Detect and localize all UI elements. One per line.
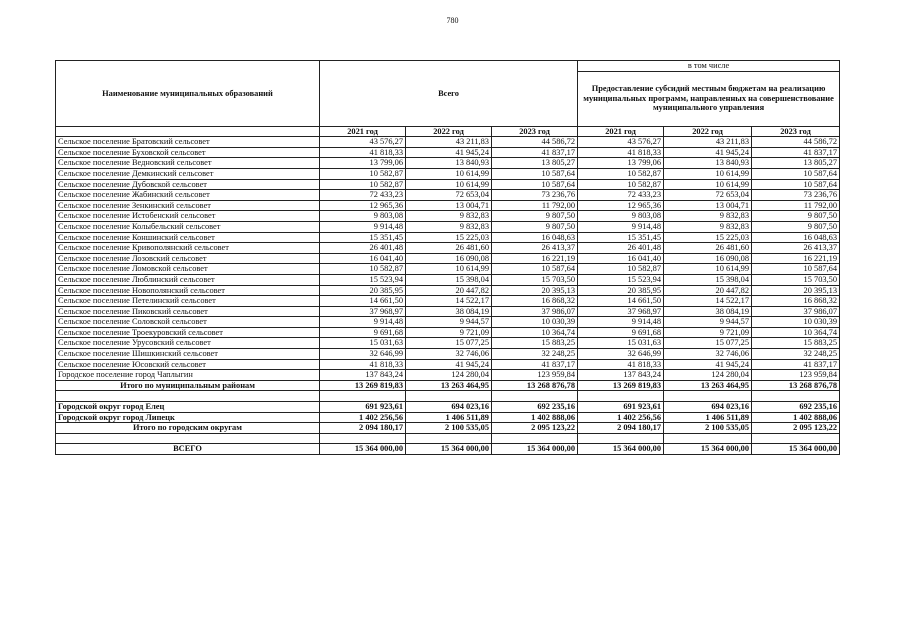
row-value: 16 090,08 [406,253,492,264]
row-value: 26 413,37 [492,243,578,254]
row-value: 13 840,93 [664,158,752,169]
row-value: 10 582,87 [320,179,406,190]
row-name: Итого по муниципальным районам [56,380,320,391]
row-name: Сельское поселение Шишкинский сельсовет [56,349,320,360]
row-value: 10 582,87 [320,264,406,275]
row-value: 20 395,13 [492,285,578,296]
row-value: 10 364,74 [752,327,840,338]
settlement-row [56,243,840,254]
row-value: 137 843,24 [578,370,664,381]
settlement-row [56,296,840,307]
row-value: 10 614,99 [406,264,492,275]
settlement-row [56,147,840,158]
row-value: 72 653,04 [406,190,492,201]
row-name: Сельское поселение Лозовский сельсовет [56,253,320,264]
header-year: 2021 год [578,126,664,137]
row-value: 15 523,94 [578,274,664,285]
row-name: Итого по городским округам [56,423,320,434]
row-value: 15 883,25 [752,338,840,349]
okrug-row [56,402,840,413]
header-subsidy-column: Предоставление субсидий местным бюджетам на реализацию муниципальных программ, направленных на совершенствование муниципального управления [578,71,840,126]
row-value: 13 799,06 [320,158,406,169]
row-value: 72 653,04 [664,190,752,201]
settlement-row [56,327,840,338]
row-name: Городское поселение город Чаплыгин [56,370,320,381]
row-value: 2 100 535,05 [664,423,752,434]
okrug-row [56,412,840,423]
row-value: 41 945,24 [664,359,752,370]
row-value: 13 269 819,83 [320,380,406,391]
row-value: 43 211,83 [664,137,752,148]
row-value: 13 799,06 [578,158,664,169]
row-value: 10 582,87 [578,168,664,179]
settlement-row [56,137,840,148]
row-name: Сельское поселение Пиковский сельсовет [56,306,320,317]
row-name: Сельское поселение Колыбельский сельсовет [56,221,320,232]
row-name: Сельское поселение Дубовской сельсовет [56,179,320,190]
row-value: 1 406 511,89 [406,412,492,423]
settlement-row [56,190,840,201]
settlement-row [56,179,840,190]
row-value: 15 398,04 [664,274,752,285]
row-value: 10 587,64 [492,168,578,179]
row-value: 43 211,83 [406,137,492,148]
row-value: 13 805,27 [492,158,578,169]
row-value: 32 646,99 [320,349,406,360]
row-value: 2 094 180,17 [320,423,406,434]
row-value: 37 968,97 [578,306,664,317]
settlement-row [56,158,840,169]
header-year: 2023 год [492,126,578,137]
row-value: 12 965,36 [320,200,406,211]
row-value: 26 481,60 [664,243,752,254]
row-value: 13 263 464,95 [664,380,752,391]
row-value: 9 832,83 [406,211,492,222]
row-value: 9 914,48 [578,221,664,232]
settlement-row [56,200,840,211]
row-value: 137 843,24 [320,370,406,381]
row-name: Сельское поселение Кривополянский сельсовет [56,243,320,254]
budget-table [55,60,840,455]
row-name: Сельское поселение Зенкинский сельсовет [56,200,320,211]
row-value: 72 433,23 [578,190,664,201]
row-value: 9 944,57 [664,317,752,328]
settlement-row [56,253,840,264]
header-year: 2022 год [664,126,752,137]
row-value: 10 587,64 [492,179,578,190]
row-value: 41 837,17 [492,147,578,158]
row-value: 15 703,50 [492,274,578,285]
row-value: 694 023,16 [664,402,752,413]
row-name: Сельское поселение Буховской сельсовет [56,147,320,158]
row-value: 41 837,17 [752,359,840,370]
row-value: 16 041,40 [578,253,664,264]
row-value: 16 090,08 [664,253,752,264]
row-value: 10 614,99 [406,179,492,190]
settlement-row [56,317,840,328]
row-value: 14 661,50 [578,296,664,307]
row-value: 15 225,03 [406,232,492,243]
row-name: Сельское поселение Урусовский сельсовет [56,338,320,349]
row-value: 10 587,64 [492,264,578,275]
row-value: 9 832,83 [664,221,752,232]
row-value: 13 263 464,95 [406,380,492,391]
row-value: 1 402 888,06 [752,412,840,423]
settlement-row [56,232,840,243]
row-value: 41 818,33 [578,147,664,158]
row-value: 32 248,25 [752,349,840,360]
row-value: 9 914,48 [320,317,406,328]
settlement-row [56,349,840,360]
row-value: 41 945,24 [406,359,492,370]
row-value: 38 084,19 [406,306,492,317]
row-value: 15 031,63 [320,338,406,349]
total-okrugs-row [56,423,840,434]
row-value: 13 268 876,78 [752,380,840,391]
row-name: Сельское поселение Ломовской сельсовет [56,264,320,275]
row-value: 9 807,50 [492,221,578,232]
row-name: ВСЕГО [56,444,320,455]
row-value: 32 646,99 [578,349,664,360]
row-value: 37 986,07 [752,306,840,317]
row-value: 9 691,68 [320,327,406,338]
row-value: 41 818,33 [320,147,406,158]
row-value: 26 401,48 [578,243,664,254]
header-including: в том числе [578,61,840,72]
row-value: 1 402 888,06 [492,412,578,423]
row-value: 15 703,50 [752,274,840,285]
header-total-column: Всего [320,61,578,127]
row-value: 691 923,61 [578,402,664,413]
row-value: 9 832,83 [406,221,492,232]
row-name: Сельское поселение Братовский сельсовет [56,137,320,148]
page-number: 780 [446,16,459,25]
row-value: 38 084,19 [664,306,752,317]
row-name: Городской округ город Елец [56,402,320,413]
row-value: 44 586,72 [752,137,840,148]
row-value: 1 402 256,56 [578,412,664,423]
row-value: 10 587,64 [752,179,840,190]
row-value: 15 351,45 [320,232,406,243]
settlement-row [56,306,840,317]
row-value: 10 030,39 [492,317,578,328]
row-value: 16 868,32 [752,296,840,307]
row-name: Сельское поселение Юсовский сельсовет [56,359,320,370]
row-value: 9 721,09 [664,327,752,338]
row-value: 20 385,95 [320,285,406,296]
row-value: 2 094 180,17 [578,423,664,434]
row-value: 691 923,61 [320,402,406,413]
settlement-row [56,338,840,349]
row-value: 20 447,82 [664,285,752,296]
row-value: 15 077,25 [406,338,492,349]
row-value: 12 965,36 [578,200,664,211]
row-value: 9 691,68 [578,327,664,338]
grand-total-row [56,444,840,455]
row-value: 14 522,17 [664,296,752,307]
row-value: 26 481,60 [406,243,492,254]
row-value: 124 280,04 [664,370,752,381]
row-value: 10 582,87 [578,264,664,275]
row-value: 9 807,50 [752,221,840,232]
row-value: 20 395,13 [752,285,840,296]
row-value: 15 364 000,00 [578,444,664,455]
row-value: 37 968,97 [320,306,406,317]
header-year: 2022 год [406,126,492,137]
row-value: 15 031,63 [578,338,664,349]
row-value: 16 868,32 [492,296,578,307]
row-value: 43 576,27 [320,137,406,148]
settlement-row [56,370,840,381]
row-value: 43 576,27 [578,137,664,148]
row-name: Городской округ город Липецк [56,412,320,423]
row-value: 1 402 256,56 [320,412,406,423]
row-value: 9 721,09 [406,327,492,338]
row-value: 1 406 511,89 [664,412,752,423]
row-value: 2 100 535,05 [406,423,492,434]
row-name: Сельское поселение Демкинский сельсовет [56,168,320,179]
row-value: 13 004,71 [406,200,492,211]
row-value: 32 248,25 [492,349,578,360]
row-value: 15 523,94 [320,274,406,285]
row-value: 123 959,84 [492,370,578,381]
settlement-row [56,221,840,232]
settlement-row [56,264,840,275]
row-name: Сельское поселение Коншинский сельсовет [56,232,320,243]
row-value: 15 364 000,00 [492,444,578,455]
row-value: 13 004,71 [664,200,752,211]
row-value: 10 364,74 [492,327,578,338]
row-value: 41 818,33 [578,359,664,370]
row-value: 13 840,93 [406,158,492,169]
settlement-row [56,285,840,296]
row-value: 26 401,48 [320,243,406,254]
row-name: Сельское поселение Ведновский сельсовет [56,158,320,169]
row-value: 32 746,06 [664,349,752,360]
row-value: 9 803,08 [320,211,406,222]
row-value: 41 945,24 [406,147,492,158]
row-value: 73 236,76 [492,190,578,201]
row-name: Сельское поселение Истобенский сельсовет [56,211,320,222]
header-name-column: Наименование муниципальных образований [56,61,320,127]
spacer-row [56,391,840,402]
row-value: 15 364 000,00 [406,444,492,455]
row-value: 124 280,04 [406,370,492,381]
settlement-row [56,359,840,370]
row-value: 72 433,23 [320,190,406,201]
row-value: 20 385,95 [578,285,664,296]
row-value: 10 582,87 [578,179,664,190]
header-year: 2021 год [320,126,406,137]
row-value: 15 364 000,00 [320,444,406,455]
row-value: 11 792,00 [752,200,840,211]
row-value: 9 803,08 [578,211,664,222]
row-value: 15 364 000,00 [752,444,840,455]
row-value: 11 792,00 [492,200,578,211]
row-value: 15 364 000,00 [664,444,752,455]
row-value: 26 413,37 [752,243,840,254]
row-name: Сельское поселение Соловской сельсовет [56,317,320,328]
row-value: 10 587,64 [752,264,840,275]
row-value: 20 447,82 [406,285,492,296]
row-value: 692 235,16 [752,402,840,413]
row-value: 13 269 819,83 [578,380,664,391]
row-value: 9 832,83 [664,211,752,222]
row-value: 37 986,07 [492,306,578,317]
row-value: 44 586,72 [492,137,578,148]
row-name: Сельское поселение Люблинский сельсовет [56,274,320,285]
row-value: 15 351,45 [578,232,664,243]
row-value: 10 030,39 [752,317,840,328]
settlement-row [56,274,840,285]
total-districts-row [56,380,840,391]
row-value: 10 614,99 [664,264,752,275]
header-year: 2023 год [752,126,840,137]
row-value: 32 746,06 [406,349,492,360]
row-value: 15 883,25 [492,338,578,349]
row-value: 10 614,99 [664,168,752,179]
row-value: 10 587,64 [752,168,840,179]
row-value: 16 048,63 [752,232,840,243]
row-value: 9 944,57 [406,317,492,328]
row-value: 9 914,48 [320,221,406,232]
row-value: 10 614,99 [406,168,492,179]
row-value: 15 398,04 [406,274,492,285]
row-value: 15 225,03 [664,232,752,243]
row-value: 41 837,17 [752,147,840,158]
row-value: 9 807,50 [752,211,840,222]
row-value: 16 221,19 [492,253,578,264]
row-value: 16 048,63 [492,232,578,243]
row-value: 9 914,48 [578,317,664,328]
row-value: 10 614,99 [664,179,752,190]
row-value: 2 095 123,22 [492,423,578,434]
row-value: 16 221,19 [752,253,840,264]
row-value: 14 522,17 [406,296,492,307]
row-value: 13 805,27 [752,158,840,169]
row-value: 41 837,17 [492,359,578,370]
row-value: 694 023,16 [406,402,492,413]
row-name: Сельское поселение Жабинский сельсовет [56,190,320,201]
row-value: 14 661,50 [320,296,406,307]
row-value: 41 945,24 [664,147,752,158]
row-value: 13 268 876,78 [492,380,578,391]
row-name: Сельское поселение Троекуровский сельсовет [56,327,320,338]
spacer-row [56,433,840,444]
row-value: 41 818,33 [320,359,406,370]
row-value: 10 582,87 [320,168,406,179]
settlement-row [56,168,840,179]
settlement-row [56,211,840,222]
row-value: 73 236,76 [752,190,840,201]
row-value: 2 095 123,22 [752,423,840,434]
row-value: 692 235,16 [492,402,578,413]
row-name: Сельское поселение Новополянский сельсовет [56,285,320,296]
row-value: 123 959,84 [752,370,840,381]
row-value: 15 077,25 [664,338,752,349]
row-value: 9 807,50 [492,211,578,222]
row-value: 16 041,40 [320,253,406,264]
row-name: Сельское поселение Петелинский сельсовет [56,296,320,307]
